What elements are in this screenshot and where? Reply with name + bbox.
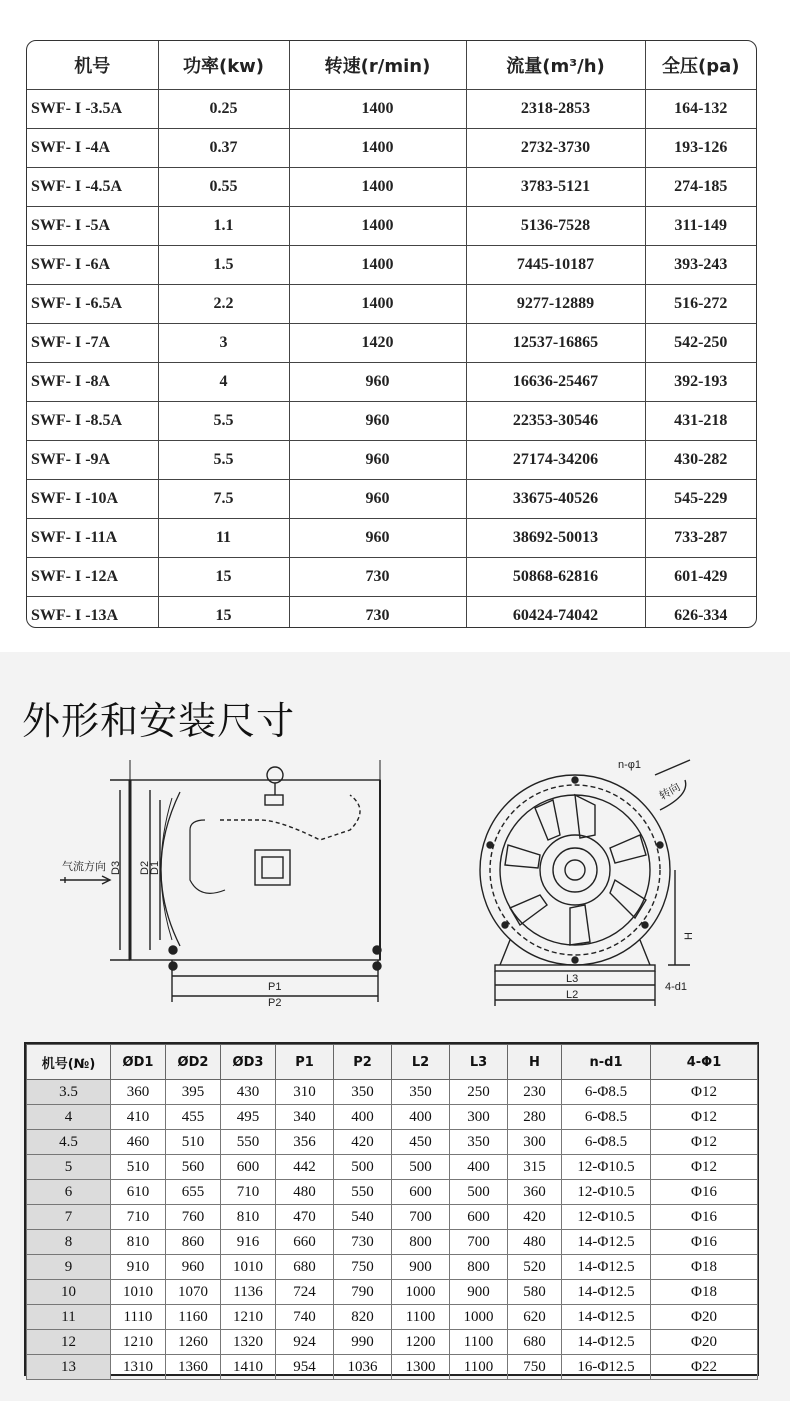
table-cell: 1110: [111, 1305, 166, 1330]
table-cell: 5.5: [158, 441, 289, 480]
table-cell: 50868-62816: [466, 558, 645, 597]
table-cell: 420: [508, 1205, 562, 1230]
row-label-cell: SWF- I -11A: [27, 519, 158, 558]
table-cell: 916: [221, 1230, 276, 1255]
hole-label: 4-d1: [665, 981, 688, 993]
table-cell: Φ20: [651, 1330, 758, 1355]
table-cell: 1410: [221, 1355, 276, 1380]
table-row: [27, 1355, 758, 1380]
table-cell: 1.5: [158, 246, 289, 285]
table-row: [27, 324, 756, 363]
table-cell: 400: [450, 1155, 508, 1180]
table-cell: 626-334: [674, 607, 728, 624]
table-cell: 1.1: [158, 207, 289, 246]
table-cell: 1400: [289, 168, 466, 207]
table-cell: Φ12: [651, 1080, 758, 1105]
l2-label: L2: [566, 989, 579, 1001]
table-cell: 1400: [289, 285, 466, 324]
column-header: ØD3: [221, 1045, 276, 1080]
table-cell: 60424-74042: [466, 597, 645, 629]
row-label-cell: SWF- I -8.5A: [27, 402, 158, 441]
p1-label: P1: [268, 981, 282, 993]
table-cell: 350: [334, 1080, 392, 1105]
table-row: [27, 1130, 758, 1155]
table-cell: 16-Φ12.5: [562, 1355, 651, 1380]
table-cell: 1000: [450, 1305, 508, 1330]
table-cell: 16636-25467: [466, 363, 645, 402]
table-cell: 274-185: [645, 168, 756, 207]
table-cell: 1136: [221, 1280, 276, 1305]
table-cell: 710: [221, 1180, 276, 1205]
table-cell: 360: [508, 1180, 562, 1205]
table-cell: 790: [334, 1280, 392, 1305]
row-label-cell: SWF- I -8A: [27, 363, 158, 402]
row-label-cell: 4.5: [27, 1130, 111, 1155]
table-cell: 724: [276, 1280, 334, 1305]
table-row: [27, 1080, 758, 1105]
column-header: n-d1: [562, 1045, 651, 1080]
spec-table-header-row: [27, 41, 756, 90]
table-cell: 310: [276, 1080, 334, 1105]
column-header: L2: [392, 1045, 450, 1080]
table-cell: 1420: [289, 324, 466, 363]
column-header: 流量(m³/h): [466, 41, 645, 90]
table-cell: 680: [276, 1255, 334, 1280]
table-cell: 12-Φ10.5: [562, 1180, 651, 1205]
row-label-cell: SWF- I -7A: [27, 324, 158, 363]
row-label-cell: 13: [27, 1355, 111, 1380]
table-cell: 810: [111, 1230, 166, 1255]
column-header: 功率(kw): [158, 41, 289, 90]
row-label-cell: 6: [27, 1180, 111, 1205]
table-cell: 300: [450, 1105, 508, 1130]
row-label-cell: SWF- I -10A: [27, 480, 158, 519]
column-header: 4-Φ1: [651, 1045, 758, 1080]
table-cell: 730: [289, 597, 466, 629]
table-cell: 2.2: [158, 285, 289, 324]
table-cell: 700: [392, 1205, 450, 1230]
table-cell: 392-193: [645, 363, 756, 402]
table-row: [27, 129, 756, 168]
h-label: H: [683, 932, 695, 940]
row-label-cell: SWF- I -5A: [27, 207, 158, 246]
fan-drawing: [50, 750, 740, 1020]
table-cell: 1320: [221, 1330, 276, 1355]
table-cell: 500: [450, 1180, 508, 1205]
row-label-cell: SWF- I -6.5A: [27, 285, 158, 324]
table-cell: 860: [166, 1230, 221, 1255]
table-cell: 480: [508, 1230, 562, 1255]
row-label-cell: 11: [27, 1305, 111, 1330]
table-cell: 2732-3730: [466, 129, 645, 168]
table-cell: 495: [221, 1105, 276, 1130]
table-row: [27, 1305, 758, 1330]
nd1-label: n-φ1: [618, 759, 642, 771]
table-row: [27, 519, 756, 558]
table-cell: 14-Φ12.5: [562, 1255, 651, 1280]
table-cell: 800: [392, 1230, 450, 1255]
table-cell: 1010: [111, 1280, 166, 1305]
column-header: H: [508, 1045, 562, 1080]
table-cell: 960: [166, 1255, 221, 1280]
table-cell: 740: [276, 1305, 334, 1330]
table-row: [27, 1205, 758, 1230]
table-cell: 516-272: [645, 285, 756, 324]
table-cell: Φ16: [651, 1180, 758, 1205]
table-row: [27, 1105, 758, 1130]
table-cell: 1210: [221, 1305, 276, 1330]
table-row: [27, 246, 756, 285]
table-cell: 6-Φ8.5: [562, 1080, 651, 1105]
row-label-cell: SWF- I -3.5A: [27, 90, 158, 129]
table-cell: 14-Φ12.5: [562, 1305, 651, 1330]
table-cell: 545-229: [645, 480, 756, 519]
table-cell: 480: [276, 1180, 334, 1205]
table-cell: Φ12: [651, 1155, 758, 1180]
table-cell: 960: [289, 402, 466, 441]
table-row: [27, 168, 756, 207]
table-cell: 620: [508, 1305, 562, 1330]
table-cell: 820: [334, 1305, 392, 1330]
table-cell: 960: [289, 480, 466, 519]
table-row: [27, 90, 756, 129]
table-cell: 1310: [111, 1355, 166, 1380]
table-cell: 4: [158, 363, 289, 402]
table-cell: 510: [166, 1130, 221, 1155]
d3-label: D3: [110, 860, 122, 875]
section-title: 外形和安装尺寸: [22, 699, 296, 743]
row-label-cell: 4: [27, 1105, 111, 1130]
table-cell: 600: [221, 1155, 276, 1180]
table-cell: 1260: [166, 1330, 221, 1355]
table-cell: 1010: [221, 1255, 276, 1280]
airflow-label: 气流方向: [62, 861, 106, 873]
table-cell: 3783-5121: [466, 168, 645, 207]
table-cell: 710: [111, 1205, 166, 1230]
table-row: [27, 597, 756, 629]
table-cell: 660: [276, 1230, 334, 1255]
table-row: [27, 1155, 758, 1180]
table-cell: 470: [276, 1205, 334, 1230]
table-cell: 431-218: [645, 402, 756, 441]
table-cell: 1100: [450, 1355, 508, 1380]
table-cell: 22353-30546: [466, 402, 645, 441]
column-header: 机号(№): [27, 1045, 111, 1080]
row-label-cell: 8: [27, 1230, 111, 1255]
table-cell: Φ16: [651, 1230, 758, 1255]
table-cell: 1210: [111, 1330, 166, 1355]
table-cell: Φ20: [651, 1305, 758, 1330]
table-cell: 164-132: [645, 90, 756, 129]
table-cell: 900: [392, 1255, 450, 1280]
column-header: 机号: [27, 41, 158, 90]
table-row: [27, 1280, 758, 1305]
dimension-table-header-row: [27, 1045, 758, 1080]
table-cell: 1160: [166, 1305, 221, 1330]
table-cell: 1400: [289, 129, 466, 168]
table-cell: 924: [276, 1330, 334, 1355]
column-header: P2: [334, 1045, 392, 1080]
table-cell: 38692-50013: [466, 519, 645, 558]
table-cell: 393-243: [645, 246, 756, 285]
table-cell: 230: [508, 1080, 562, 1105]
row-label-cell: SWF- I -4.5A: [27, 168, 158, 207]
table-cell: 700: [450, 1230, 508, 1255]
table-cell: 280: [508, 1105, 562, 1130]
table-cell: 1300: [392, 1355, 450, 1380]
table-cell: 5136-7528: [466, 207, 645, 246]
table-cell: 12-Φ10.5: [562, 1205, 651, 1230]
table-cell: 420: [334, 1130, 392, 1155]
table-cell: 1400: [289, 246, 466, 285]
table-cell: 750: [508, 1355, 562, 1380]
table-row: [27, 402, 756, 441]
dimension-table-frame: [24, 1042, 759, 1376]
table-cell: Φ16: [651, 1205, 758, 1230]
row-label-cell: SWF- I -13A: [27, 597, 158, 629]
table-cell: 450: [392, 1130, 450, 1155]
table-cell: 954: [276, 1355, 334, 1380]
table-cell: 7.5: [158, 480, 289, 519]
table-cell: 315: [508, 1155, 562, 1180]
table-cell: 15: [158, 597, 289, 629]
table-cell: 542-250: [645, 324, 756, 363]
table-row: [27, 285, 756, 324]
table-cell: 910: [111, 1255, 166, 1280]
table-cell: Φ12: [651, 1130, 758, 1155]
junction-box: [255, 850, 290, 885]
table-cell: Φ12: [651, 1105, 758, 1130]
table-row: [27, 207, 756, 246]
table-cell: 250: [450, 1080, 508, 1105]
table-cell: 12-Φ10.5: [562, 1155, 651, 1180]
table-row: [27, 1230, 758, 1255]
table-cell: 960: [289, 363, 466, 402]
table-cell: 360: [111, 1080, 166, 1105]
table-cell: 12537-16865: [466, 324, 645, 363]
table-cell: 11: [158, 519, 289, 558]
table-cell: 340: [276, 1105, 334, 1130]
table-cell: 1400: [289, 207, 466, 246]
table-cell: 960: [289, 519, 466, 558]
table-cell: 350: [450, 1130, 508, 1155]
table-cell: 1100: [392, 1305, 450, 1330]
front-view: [480, 760, 690, 1006]
table-cell: 1200: [392, 1330, 450, 1355]
side-view: [60, 760, 381, 1002]
column-header: 转速(r/min): [289, 41, 466, 90]
table-row: [27, 1330, 758, 1355]
table-cell: 733-287: [645, 519, 756, 558]
table-cell: 430: [221, 1080, 276, 1105]
table-cell: 600: [450, 1205, 508, 1230]
spec-table-body: [27, 90, 756, 629]
table-cell: 5.5: [158, 402, 289, 441]
table-cell: 540: [334, 1205, 392, 1230]
table-cell: 430-282: [645, 441, 756, 480]
table-row: [27, 1180, 758, 1205]
motor-hub: [540, 835, 610, 905]
table-cell: 990: [334, 1330, 392, 1355]
column-header: L3: [450, 1045, 508, 1080]
table-cell: 730: [289, 558, 466, 597]
table-cell: 610: [111, 1180, 166, 1205]
d1-label: D1: [149, 860, 161, 875]
row-label-cell: SWF- I -12A: [27, 558, 158, 597]
l3-label: L3: [566, 973, 579, 985]
table-cell: 560: [166, 1155, 221, 1180]
table-row: [27, 363, 756, 402]
table-cell: 14-Φ12.5: [562, 1330, 651, 1355]
table-cell: 0.25: [158, 90, 289, 129]
table-cell: 350: [392, 1080, 450, 1105]
row-label-cell: 12: [27, 1330, 111, 1355]
row-label-cell: 7: [27, 1205, 111, 1230]
row-label-cell: SWF- I -4A: [27, 129, 158, 168]
table-cell: 27174-34206: [466, 441, 645, 480]
table-cell: 14-Φ12.5: [562, 1230, 651, 1255]
table-cell: 580: [508, 1280, 562, 1305]
table-row: [27, 480, 756, 519]
table-cell: 33675-40526: [466, 480, 645, 519]
table-row: [27, 441, 756, 480]
table-cell: 2318-2853: [466, 90, 645, 129]
table-cell: 1400: [289, 90, 466, 129]
table-cell: 400: [392, 1105, 450, 1130]
table-cell: 14-Φ12.5: [562, 1280, 651, 1305]
table-cell: 760: [166, 1205, 221, 1230]
table-cell: 655: [166, 1180, 221, 1205]
table-cell: 520: [508, 1255, 562, 1280]
table-cell: 680: [508, 1330, 562, 1355]
column-header: ØD2: [166, 1045, 221, 1080]
p2-label: P2: [268, 997, 282, 1009]
table-cell: 800: [450, 1255, 508, 1280]
table-cell: 455: [166, 1105, 221, 1130]
table-row: [27, 558, 756, 597]
table-cell: 460: [111, 1130, 166, 1155]
table-cell: 1070: [166, 1280, 221, 1305]
table-row: [27, 1255, 758, 1280]
table-cell: 1360: [166, 1355, 221, 1380]
table-cell: 601-429: [645, 558, 756, 597]
spec-table-card: [26, 40, 757, 628]
table-cell: 1000: [392, 1280, 450, 1305]
table-cell: 442: [276, 1155, 334, 1180]
table-cell: 311-149: [645, 207, 756, 246]
table-cell: Φ22: [651, 1355, 758, 1380]
table-cell: 6-Φ8.5: [562, 1105, 651, 1130]
row-label-cell: 3.5: [27, 1080, 111, 1105]
column-header: P1: [276, 1045, 334, 1080]
table-cell: Φ18: [651, 1280, 758, 1305]
table-cell: 500: [392, 1155, 450, 1180]
table-cell: 1100: [450, 1330, 508, 1355]
table-cell: 7445-10187: [466, 246, 645, 285]
d2-label: D2: [139, 860, 151, 875]
table-cell: 15: [158, 558, 289, 597]
row-label-cell: 9: [27, 1255, 111, 1280]
table-cell: 3: [158, 324, 289, 363]
table-cell: 193-126: [645, 129, 756, 168]
table-cell: 550: [334, 1180, 392, 1205]
table-cell: 400: [334, 1105, 392, 1130]
table-cell: Φ18: [651, 1255, 758, 1280]
dimension-table: [26, 1044, 758, 1380]
table-cell: 510: [111, 1155, 166, 1180]
table-cell: 0.55: [158, 168, 289, 207]
table-cell: 1036: [334, 1355, 392, 1380]
table-cell: 6-Φ8.5: [562, 1130, 651, 1155]
outer-flange: [480, 775, 670, 965]
dimension-table-body: [27, 1080, 758, 1380]
table-cell: 900: [450, 1280, 508, 1305]
table-cell: 730: [334, 1230, 392, 1255]
spec-table: [27, 41, 756, 628]
table-cell: 960: [289, 441, 466, 480]
table-cell: 500: [334, 1155, 392, 1180]
row-label-cell: 10: [27, 1280, 111, 1305]
row-label-cell: SWF- I -9A: [27, 441, 158, 480]
table-cell: 395: [166, 1080, 221, 1105]
table-cell: 550: [221, 1130, 276, 1155]
column-header: 全压(pa): [645, 41, 756, 90]
table-cell: 9277-12889: [466, 285, 645, 324]
row-label-cell: 5: [27, 1155, 111, 1180]
row-label-cell: SWF- I -6A: [27, 246, 158, 285]
table-cell: 356: [276, 1130, 334, 1155]
column-header: ØD1: [111, 1045, 166, 1080]
table-cell: 600: [392, 1180, 450, 1205]
table-cell: 410: [111, 1105, 166, 1130]
rotation-label: 转向: [657, 781, 683, 803]
table-cell: 810: [221, 1205, 276, 1230]
table-cell: 750: [334, 1255, 392, 1280]
table-cell: 300: [508, 1130, 562, 1155]
table-cell: 0.37: [158, 129, 289, 168]
